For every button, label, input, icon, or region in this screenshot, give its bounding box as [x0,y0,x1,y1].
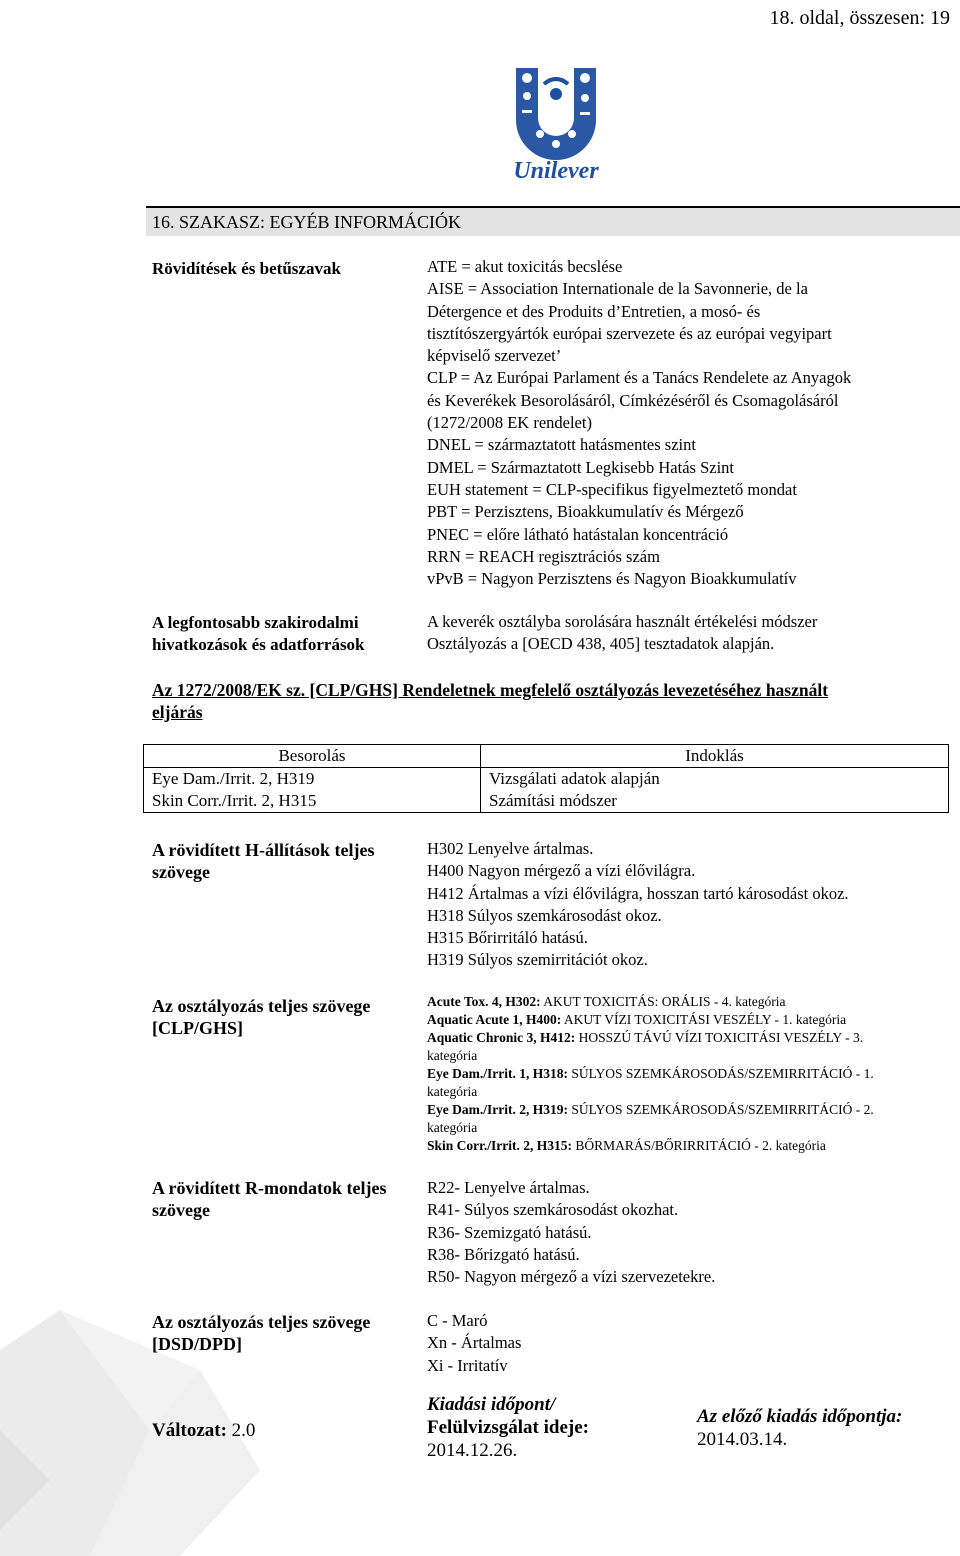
table-header-row [144,745,949,768]
list-item: H302 Lenyelve ártalmas. [427,839,594,858]
list-item: Xi - Irritatív [427,1355,508,1375]
hazard-text: SÚLYOS SZEMKÁROSODÁS/SZEMIRRITÁCIÓ - 1. [567,1066,874,1081]
list-item: DMEL = Származtatott Legkisebb Hatás Szint [427,457,734,477]
references-label-line: hivatkozások és adatforrások [152,635,365,654]
table-row [144,790,949,813]
hazard-text: BŐRMARÁS/BŐRIRRITÁCIÓ - 2. kategória [572,1138,826,1153]
hazard-text: SÚLYOS SZEMKÁROSODÁS/SZEMIRRITÁCIÓ - 2. [567,1102,874,1117]
version-info [152,1420,255,1442]
list-item: PNEC = előre látható hatástalan koncentráció [427,524,729,544]
list-item: (1272/2008 EK rendelet) [427,413,592,433]
list-item [427,1065,947,1083]
list-item: H412 Ártalmas a vízi élővilágra, hosszan tartó károsodást okoz. [427,883,849,903]
dsd-full-list [427,1310,947,1377]
abbreviations-list [427,256,947,590]
list-item: A keverék osztályba sorolására használt értékelési módszer [427,612,818,631]
table-cell: Számítási módszer [481,790,949,813]
hazard-text: AKUT VÍZI TOXICITÁSI VESZÉLY - 1. kategória [561,1012,847,1027]
list-item: EUH statement = CLP-specifikus figyelmeztető mondat [427,479,797,499]
issue-date-info [427,1393,589,1462]
list-item: R38- Bőrizgató hatású. [427,1244,580,1264]
unilever-logo-icon [500,64,612,184]
list-item: és Keverékek Besorolásáról, Címkézéséről és Csomagolásáról [427,390,839,410]
hazard-code: Aquatic Acute 1, H400: [427,1012,562,1027]
list-item: H400 Nagyon mérgező a vízi élővilágra. [427,861,696,881]
h-statements-label-line: szövege [152,862,210,882]
list-item: Osztályozás a [OECD 438, 405] tesztadatok alapján. [427,634,775,654]
hazard-code: Skin Corr./Irrit. 2, H315: [427,1138,572,1153]
issue-date-label: Kiadási időpont/ [427,1394,556,1415]
list-item: ATE = akut toxicitás becslése [427,257,623,276]
list-item [427,1137,947,1155]
dsd-full-label [152,1311,412,1355]
list-item: Détergence et des Produits d’Entretien, a mosó- és [427,301,761,321]
abbreviations-label: Rövidítések és betűszavak [152,259,341,278]
table-row [144,768,949,791]
list-item: AISE = Association Internationale de la Savonnerie, de la [427,279,808,299]
list-item: tisztítószergyártók európai szervezete és az európai vegyipart [427,323,832,343]
r-phrases-list [427,1177,947,1288]
unilever-logo [500,64,612,184]
table-cell: Eye Dam./Irrit. 2, H319 [144,768,481,791]
procedure-heading-line: eljárás [152,702,203,722]
list-item: R36- Szemizgató hatású. [427,1222,592,1242]
list-item [427,1101,947,1119]
procedure-heading [152,679,932,723]
list-item [427,993,947,1011]
section-header [146,206,960,236]
hazard-code: Aquatic Chronic 3, H412: [427,1030,576,1045]
column-header: Besorolás [144,745,481,768]
section-title: 16. SZAKASZ: EGYÉB INFORMÁCIÓK [152,212,462,232]
list-item: képviselő szervezet’ [427,346,562,366]
hazard-code: Eye Dam./Irrit. 2, H319: [427,1102,568,1117]
list-item: C - Maró [427,1311,488,1330]
list-item: Xn - Ártalmas [427,1333,522,1353]
list-item: H319 Súlyos szemirritációt okoz. [427,950,648,970]
clp-full-label-line: [CLP/GHS] [152,1018,244,1038]
previous-issue-date: 2014.03.14. [697,1429,788,1450]
clp-full-list [427,993,947,1155]
h-statements-label [152,839,412,883]
list-item: R41- Súlyos szemkárosodást okozhat. [427,1200,679,1220]
list-item-continuation: kategória [427,1048,478,1063]
clp-full-label [152,995,412,1039]
page-number: 18. oldal, összesen: 19 [769,7,950,29]
r-phrases-label [152,1177,412,1221]
version-value: 2.0 [231,1420,256,1441]
references-label [152,612,412,656]
list-item: RRN = REACH regisztrációs szám [427,546,660,566]
procedure-heading-line: Az 1272/2008/EK sz. [CLP/GHS] Rendeletnek megfelelő osztályozás levezetéséhez használt [152,680,829,700]
list-item: vPvB = Nagyon Perzisztens és Nagyon Bioakkumulatív [427,569,797,589]
hazard-code: Eye Dam./Irrit. 1, H318: [427,1066,568,1081]
table-cell: Skin Corr./Irrit. 2, H315 [144,790,481,813]
references-label-line: A legfontosabb szakirodalmi [152,613,359,632]
list-item: R50- Nagyon mérgező a vízi szervezetekre. [427,1267,716,1287]
column-header: Indoklás [481,745,949,768]
revision-date-label: Felülvizsgálat ideje: [427,1417,589,1438]
hazard-code: Acute Tox. 4, H302: [427,994,541,1009]
list-item: H315 Bőrirritáló hatású. [427,928,588,948]
hazard-text: AKUT TOXICITÁS: ORÁLIS - 4. kategória [540,994,786,1009]
list-item-continuation: kategória [427,1120,478,1135]
r-phrases-label-line: A rövidített R-mondatok teljes [152,1178,387,1198]
table-cell: Vizsgálati adatok alapján [481,768,949,791]
list-item [427,1029,947,1047]
issue-date-value: 2014.12.26. [427,1440,518,1461]
list-item: R22- Lenyelve ártalmas. [427,1178,590,1197]
classification-table [143,744,949,813]
list-item: H318 Súlyos szemkárosodást okoz. [427,905,662,925]
references-text [427,611,947,656]
previous-issue-info [697,1405,902,1451]
h-statements-label-line: A rövidített H-állítások teljes [152,840,375,860]
dsd-full-label-line: [DSD/DPD] [152,1334,242,1354]
previous-issue-label: Az előző kiadás időpontja: [697,1406,903,1427]
version-label: Változat: [152,1420,227,1441]
hazard-text: HOSSZÚ TÁVÚ VÍZI TOXICITÁSI VESZÉLY - 3. [575,1030,864,1045]
h-statements-list [427,838,947,972]
clp-full-label-line: Az osztályozás teljes szövege [152,996,371,1016]
list-item-continuation: kategória [427,1084,478,1099]
list-item: PBT = Perzisztens, Bioakkumulatív és Mérgező [427,502,744,522]
list-item: DNEL = származtatott hatásmentes szint [427,435,696,455]
dsd-full-label-line: Az osztályozás teljes szövege [152,1312,371,1332]
r-phrases-label-line: szövege [152,1200,210,1220]
list-item: CLP = Az Európai Parlament és a Tanács Rendelete az Anyagok [427,368,852,388]
list-item [427,1011,947,1029]
svg-text:Unilever: Unilever [513,158,599,184]
